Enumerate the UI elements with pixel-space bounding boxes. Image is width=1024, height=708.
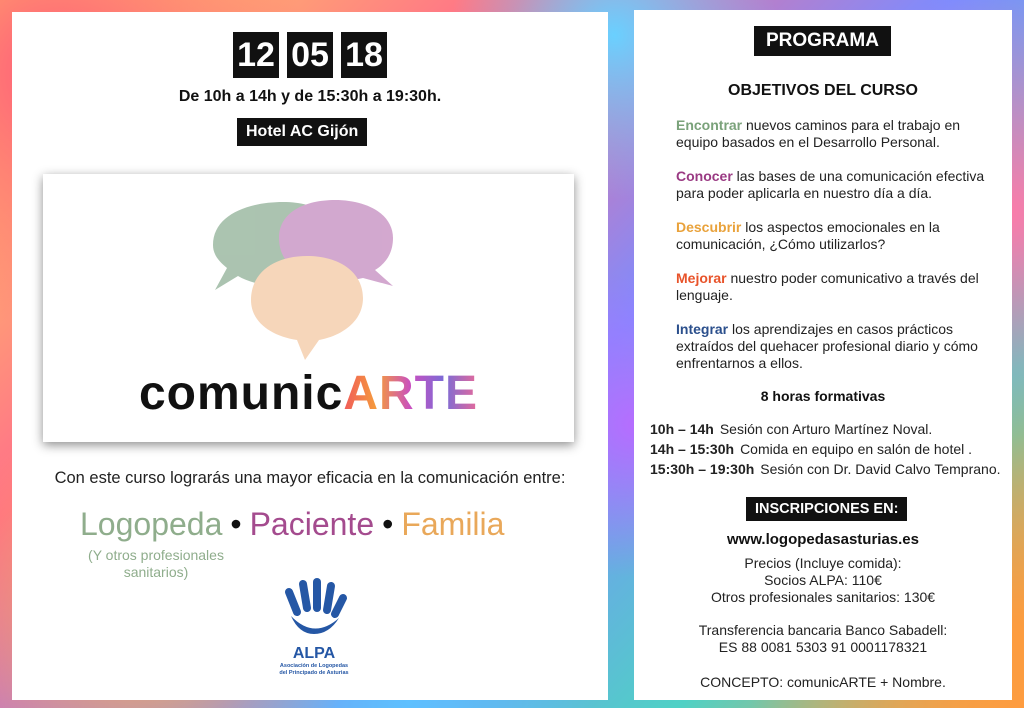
intro-text: Con este curso lograrás una mayor eficacia en la comunicación entre: <box>54 469 566 487</box>
alpa-subtitle-2: del Principado de Asturias <box>279 670 349 676</box>
brand-part-2: ARTE <box>343 367 479 420</box>
schedule-time: 10h – 14h <box>650 421 714 437</box>
alpa-logo <box>269 578 359 677</box>
objective-keyword: Encontrar <box>676 117 743 133</box>
objective-keyword: Mejorar <box>676 270 727 286</box>
schedule-desc: Sesión con Arturo Martínez Noval. <box>719 421 933 437</box>
event-venue: Hotel AC Gijón <box>237 118 367 146</box>
objective-text: los aspectos emocionales en la comunicación, ¿Cómo utilizarlos? <box>676 219 940 252</box>
schedule-row <box>650 459 1010 479</box>
brand-wordmark <box>43 366 574 421</box>
website-link[interactable]: www.logopedasasturias.es <box>726 531 919 548</box>
event-date <box>12 32 608 78</box>
date-day: 12 <box>233 32 279 78</box>
objective-keyword: Descubrir <box>676 219 742 235</box>
schedule-time: 14h – 15:30h <box>650 441 735 457</box>
left-panel <box>12 12 608 700</box>
program-title: PROGRAMA <box>754 26 891 56</box>
objectives-title: OBJETIVOS DEL CURSO <box>728 82 918 99</box>
price-members: Socios ALPA: 110€ <box>764 572 882 588</box>
objective-item <box>676 321 996 372</box>
hand-icon <box>279 578 349 640</box>
registration-title: INSCRIPCIONES EN: <box>746 497 907 521</box>
roles-line <box>80 506 504 543</box>
event-hours: De 10h a 14h y de 15:30h a 19:30h. <box>178 88 442 105</box>
prices-title: Precios (Incluye comida): <box>744 555 902 571</box>
objective-keyword: Conocer <box>676 168 733 184</box>
hours-title: 8 horas formativas <box>760 388 886 404</box>
objective-item <box>676 117 996 168</box>
role-logopeda: Logopeda <box>80 506 223 542</box>
separator-dot: • <box>230 506 242 542</box>
role-note: (Y otros profesionales sanitarios) <box>88 547 224 580</box>
objective-text: nuestro poder comunicativo a través del lenguaje. <box>676 270 979 303</box>
bank-iban: ES 88 0081 5303 91 0001178321 <box>718 639 928 655</box>
alpa-subtitle-1: Asociación de Logopedas <box>279 663 349 669</box>
date-year: 18 <box>341 32 387 78</box>
brand-part-1: comunic <box>138 367 344 420</box>
role-familia: Familia <box>401 506 505 542</box>
prices-block <box>634 555 1012 606</box>
objective-item <box>676 219 996 270</box>
date-month: 05 <box>287 32 333 78</box>
bank-name: Transferencia bancaria Banco Sabadell: <box>698 622 948 638</box>
schedule-row <box>650 419 1010 439</box>
objective-item <box>676 168 996 219</box>
logo-card <box>43 174 574 442</box>
schedule-desc: Comida en equipo en salón de hotel . <box>740 441 973 457</box>
schedule-time: 15:30h – 19:30h <box>650 461 755 477</box>
objective-item <box>676 270 996 321</box>
separator-dot: • <box>382 506 394 542</box>
objective-text: los aprendizajes en casos prácticos extraídos del quehacer profesional diario y cómo enfrentarnos a ellos. <box>676 321 978 371</box>
right-panel <box>634 10 1012 700</box>
price-others: Otros profesionales sanitarios: 130€ <box>710 589 936 605</box>
schedule-list <box>650 419 1010 479</box>
bank-block <box>634 622 1012 656</box>
schedule-desc: Sesión con Dr. David Calvo Temprano. <box>760 461 1001 477</box>
payment-concept: CONCEPTO: comunicARTE + Nombre. <box>700 674 946 690</box>
schedule-row <box>650 439 1010 459</box>
objectives-list <box>676 117 996 372</box>
objective-keyword: Integrar <box>676 321 729 337</box>
alpa-name: ALPA <box>292 645 336 662</box>
objective-text: las bases de una comunicación efectiva para poder aplicarla en nuestro día a día. <box>676 168 985 201</box>
speech-bubbles-icon <box>203 190 433 360</box>
role-paciente: Paciente <box>249 506 375 542</box>
objective-text: nuevos caminos para el trabajo en equipo basados en el Desarrollo Personal. <box>676 117 961 150</box>
